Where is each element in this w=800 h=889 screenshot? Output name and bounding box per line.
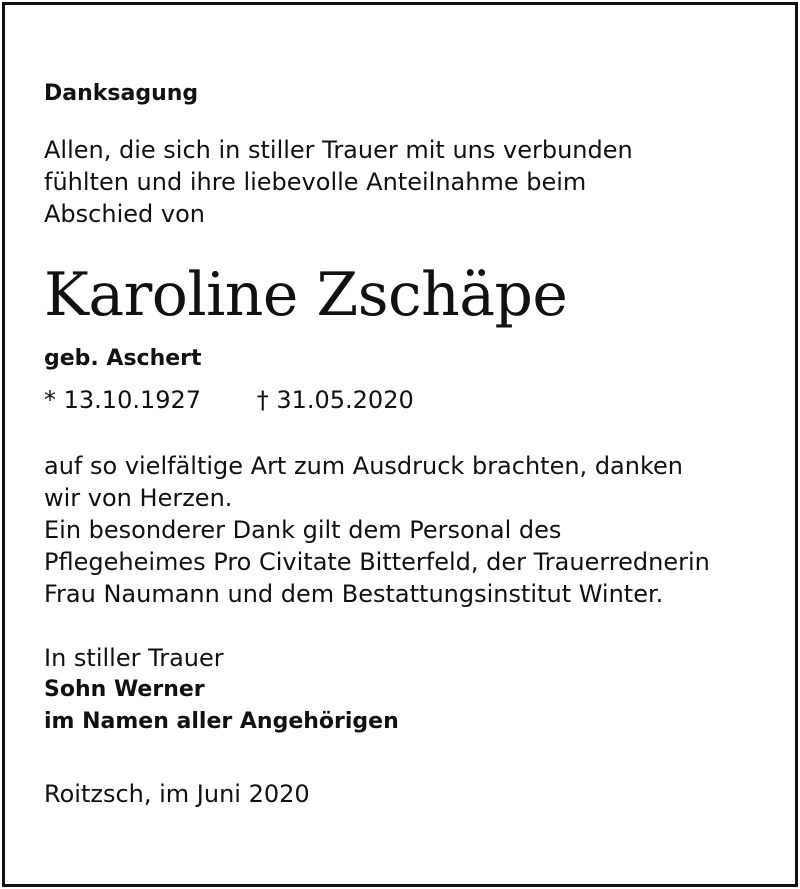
signer-note: im Namen aller Angehörigen: [44, 709, 399, 734]
intro-line: Allen, die sich in stiller Trauer mit uns verbunden: [44, 136, 633, 164]
thanks-line: Ein besonderer Dank gilt dem Personal des: [44, 516, 562, 544]
place-date: Roitzsch, im Juni 2020: [44, 780, 310, 808]
life-dates: [44, 384, 764, 416]
intro-line: fühlten und ihre liebevolle Anteilnahme beim: [44, 168, 587, 196]
thanks-line: Frau Naumann und dem Bestattungsinstitut Winter.: [44, 580, 664, 608]
death-date: † 31.05.2020: [256, 386, 414, 414]
thanks-line: Pflegeheimes Pro Civitate Bitterfeld, der Trauerrednerin: [44, 548, 710, 576]
obituary-notice: [44, 78, 764, 810]
birth-name: geb. Aschert: [44, 346, 202, 371]
intro-line: Abschied von: [44, 200, 205, 228]
signer-name: Sohn Werner: [44, 677, 205, 702]
intro-text: [44, 134, 764, 230]
thanks-text: [44, 450, 764, 610]
signature-block: [44, 642, 764, 738]
deceased-name: Karoline Zschäpe: [44, 260, 568, 330]
thanks-line: wir von Herzen.: [44, 484, 233, 512]
thanks-line: auf so vielfältige Art zum Ausdruck brachten, danken: [44, 452, 683, 480]
birth-date: * 13.10.1927: [44, 386, 202, 414]
notice-heading: Danksagung: [44, 81, 199, 106]
closing-phrase: In stiller Trauer: [44, 644, 224, 672]
